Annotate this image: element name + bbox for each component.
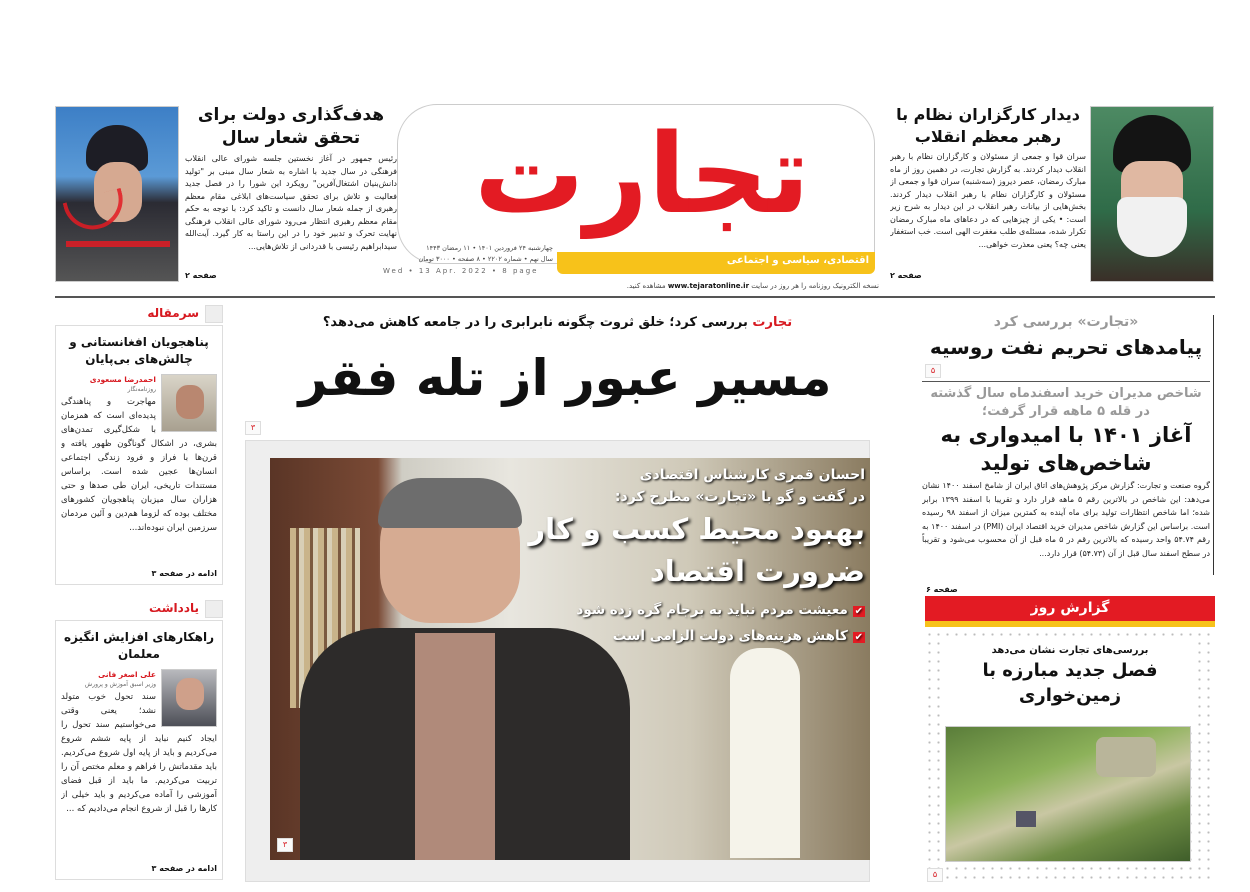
report-page[interactable]: ۵: [927, 868, 943, 882]
online-url[interactable]: www.tejaratonline.ir: [667, 282, 750, 290]
top-left-photo: [55, 106, 179, 282]
feature-overline-2: در گفت و گو با «تجارت» مطرح کرد:: [614, 489, 865, 505]
report-box: [925, 630, 1215, 885]
feature-overline-1: احسان قمری کارشناس اقتصادی: [639, 467, 865, 483]
date-line-2: سال نهم • شماره ۲۲۰۲ • ۸ صفحه • ۳۰۰۰ تومان: [418, 255, 553, 263]
online-notice: [627, 281, 879, 291]
top-left-page-ref[interactable]: صفحه ۲: [185, 271, 217, 280]
feature-bullet-text: معیشت مردم نباید به برجام گره زده شود: [576, 602, 848, 618]
online-prefix: نسخه الکترونیک روزنامه را هر روز در سایت: [751, 282, 879, 290]
online-suffix: مشاهده کنید.: [626, 282, 666, 290]
lead-headline[interactable]: مسیر عبور از تله فقر: [298, 349, 832, 407]
date-line-3: Wed • 13 Apr. 2022 • 8 page: [383, 267, 539, 275]
note-body: سند تحول خوب متولد نشد؛ یعنی وقتی می‌خواستیم سند تحول را ایجاد کنیم نباید از پایه ششم شروع می‌کردیم و باید از پایه اول شروع می‌کردیم. باید مقدماتش را فراهم و معلم مختص آن را تربیت می‌کردیم. ما باید از قبل فضای آموزشی را آماده می‌کردیم و باید خیلی از کارها را قبل از شروع انجام می‌دادیم که ...: [61, 692, 217, 814]
top-left-headline[interactable]: هدف‌گذاری دولت برای تحقق شعار سال: [197, 105, 385, 148]
note-author-role: وزیر اسبق آموزش و پرورش: [84, 681, 156, 688]
editorial-author-role: روزنامه‌نگار: [127, 386, 156, 393]
note-author: علی اصغر فانی: [98, 670, 156, 679]
lead-page-number[interactable]: ۳: [245, 421, 261, 435]
masthead-divider: [55, 296, 1215, 298]
feature-text: [505, 464, 865, 650]
feature-bullet: [505, 624, 865, 650]
top-right-photo: [1090, 106, 1214, 282]
report-banner-label: گزارش روز: [1030, 600, 1110, 616]
note-section: یادداشت: [149, 601, 199, 615]
report-photo[interactable]: [945, 726, 1191, 862]
logo[interactable]: تجارت: [474, 110, 810, 238]
top-right-page-ref[interactable]: صفحه ۲: [890, 271, 922, 280]
feature-bullet-text: کاهش هزینه‌های دولت الزامی است: [612, 628, 848, 644]
lead-kicker: [245, 314, 870, 332]
watermark: [66, 195, 170, 255]
right-a1-page[interactable]: ۵: [925, 364, 941, 378]
right-a1-kicker: «تجارت» بررسی کرد: [993, 314, 1139, 330]
lead-kicker-text: بررسی کرد؛ خلق ثروت چگونه نابرابری را در جامعه کاهش می‌دهد؟: [322, 315, 748, 330]
report-headline[interactable]: فصل جدید مبارزه با زمین‌خواری: [982, 660, 1158, 706]
feature-headline-1[interactable]: بهبود محیط کسب و کار: [528, 512, 865, 546]
tagline: اقتصادی، سیاسی و اجتماعی: [726, 255, 869, 266]
note-box: [55, 600, 223, 880]
right-col-rule: [1213, 315, 1214, 575]
top-right-headline[interactable]: دیدار کارگزاران نظام با رهبر معظم انقلاب: [896, 105, 1080, 146]
top-right-body: سران قوا و جمعی از مسئولان و کارگزاران نظام با رهبر انقلاب دیدار کردند. به گزارش تجارت، در دهمین روز از ماه مبارک رمضان، عصر دیروز (سه‌شنبه) سران قوا و جمعی از مسئولان و کارگزاران نظام با رهبر انقلاب دیدار کردند. بخش‌هایی از بیانات رهبر انقلاب در این دیدار به شرح زیر است: • یکی از چیزهایی که در دعاهای ماه مبارک رمضان تکرار شده، مسئله‌ی طلب مغفرت الهی است. خب استغفار یعنی چه؟ یعنی معذرت خواهی...: [890, 152, 1086, 249]
masthead: [383, 104, 879, 294]
check-icon: ✔: [854, 632, 863, 643]
check-icon: ✔: [854, 606, 863, 617]
top-right-article: [890, 104, 1086, 280]
report-banner: [925, 596, 1215, 627]
report-kicker: بررسی‌های تجارت نشان می‌دهد: [991, 645, 1149, 656]
note-headline[interactable]: راهکارهای افزایش انگیزه معلمان: [64, 630, 214, 661]
feature-page-number[interactable]: ۳: [277, 838, 293, 852]
editorial-author-photo: [161, 374, 217, 432]
right-a2-body: گروه صنعت و تجارت: گزارش مرکز پژوهش‌های اتاق ایران از شامخ اسفند ۱۴۰۰ نشان می‌دهد: این شاخص در بالاترین رقم ۵ ماهه قرار دارد و تقریبا با اسفند ۱۳۹۹ برابر شده؛ اما شاخص انتظارات تولید برای ماه آینده به کمترین میزان از اسفند ۹۸ رسیده است. براساس این گزارش شاخص مدیران خرید اقتصاد ایران (PMI) در اسفند ۱۴۰۰ به رقم ۵۴.۷۴ واحد رسیده که بالاترین رقم در ۵ ماه قبل از آن محسوب می‌شود و تقریباً در سطح اسفند سال قبل از آن (۵۴.۷۳) قرار دارد...: [922, 481, 1210, 558]
editorial-continued[interactable]: ادامه در صفحه ۳: [151, 569, 217, 578]
editorial-section: سرمقاله: [147, 306, 199, 320]
right-divider: [922, 381, 1210, 382]
editorial-headline[interactable]: پناهجویان افغانستانی و چالش‌های بی‌پایان: [69, 335, 209, 366]
right-a1-headline[interactable]: پیامدهای تحریم نفت روسیه: [929, 335, 1203, 359]
date-line-1: چهارشنبه ۲۴ فروردین ۱۴۰۱ • ۱۱ رمضان ۱۴۴۳: [426, 244, 553, 252]
feature-bullet: [505, 598, 865, 624]
right-a2-kicker: شاخص مدیران خرید اسفندماه سال گذشته در قله ۵ ماهه قرار گرفت؛: [930, 386, 1202, 419]
note-author-photo: [161, 669, 217, 727]
right-a2-page[interactable]: صفحه ۶: [926, 585, 958, 594]
note-continued[interactable]: ادامه در صفحه ۳: [151, 864, 217, 873]
feature-headline-2[interactable]: ضرورت اقتصاد: [649, 554, 865, 588]
section-marker: [205, 305, 223, 323]
editorial-body: مهاجرت و پناهندگی پدیده‌ای است که همزمان با شکل‌گیری تمدن‌های بشری، در اشکال گوناگون ظهور یافته و قرن‌ها با فراز و فرود زندگی اجتماعی انسان‌ها عجین شده است. براساس مستندات تاریخی، ایران طی صدها و حتی هزاران سال میزبان پناهجویان کشورهای مختلف بوده که لزوما هم‌دین و آئین مردمان سرزمین ایران نبوده‌اند...: [61, 397, 217, 533]
top-left-body: رئیس جمهور در آغاز نخستین جلسه شورای عالی انقلاب فرهنگی در سال جدید با اشاره به شعار سال مبنی بر "تولید دانش‌بنیان اشتغال‌آفرین" رویکرد این شورا را در فصل جدید فعالیت و تلاش برای تحقق سیاست‌های ابلاغی مقام معظم رهبری از جمله شعار سال دانست و تاکید کرد: با توجه به حکم مقام معظم رهبری انتظار می‌رود شورای عالی انقلاب فرهنگی نهایت تحرک و تدبیر خود را در این راستا به کار گیرد. آیت‌الله سیدابراهیم رئیسی با قدردانی از تلاش‌هایی...: [185, 154, 397, 251]
editorial-box: [55, 305, 223, 585]
section-marker: [205, 600, 223, 618]
editorial-author: احمدرضا مسعودی: [89, 375, 156, 384]
right-col-articles: [922, 312, 1210, 594]
top-left-article: [185, 104, 397, 280]
right-a2-headline[interactable]: آغاز ۱۴۰۱ با امیدواری به شاخص‌های تولید: [940, 423, 1192, 475]
lead-kicker-brand: تجارت: [752, 315, 793, 330]
